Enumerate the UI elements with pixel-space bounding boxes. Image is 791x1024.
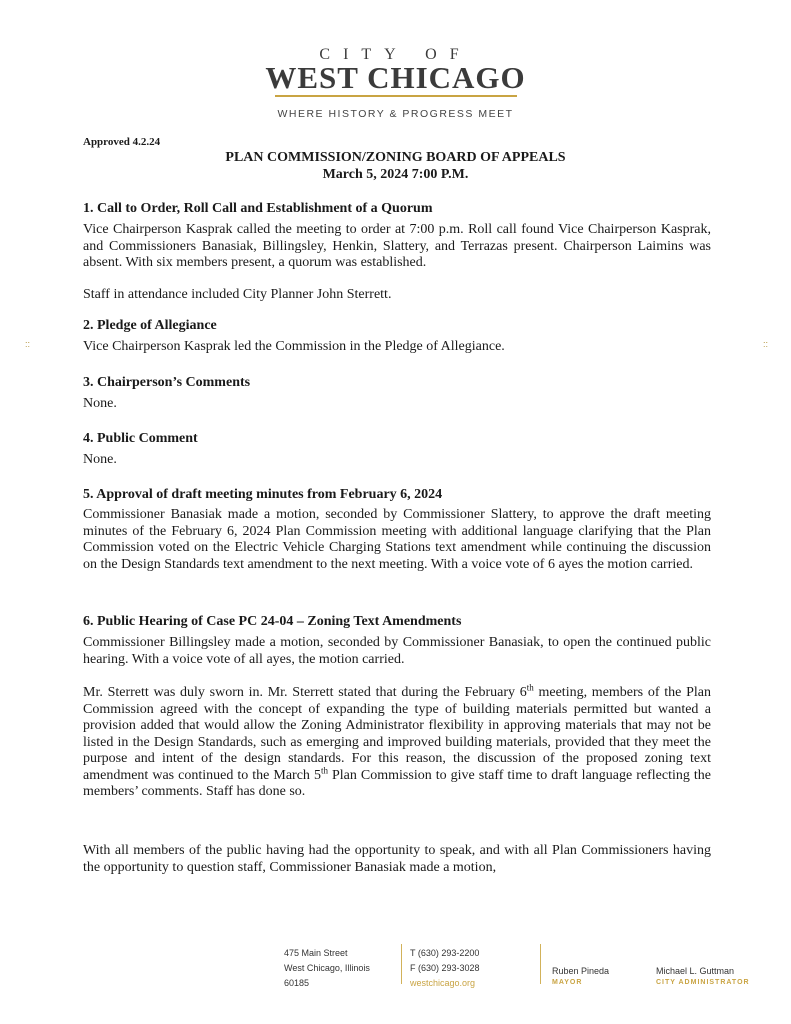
superscript-th-1: th — [526, 682, 534, 693]
section-1-heading: 1. Call to Order, Roll Call and Establishment of a Quorum — [83, 201, 433, 216]
section-6-heading: 6. Public Hearing of Case PC 24-04 – Zoning Text Amendments — [83, 614, 462, 629]
mayor-name: Ruben Pineda — [552, 966, 610, 976]
section-4-paragraph-1: None. — [83, 452, 117, 467]
section-6-paragraph-2-part-c: Plan Commission to give staff time to draft language reflecting the members’ comments. Staff has done so. — [83, 767, 711, 799]
logo-city-of: CITY OF — [319, 46, 472, 63]
footer-administrator — [656, 966, 750, 988]
margin-mark-right: :: — [763, 339, 769, 349]
section-5-heading: 5. Approval of draft meeting minutes from February 6, 2024 — [83, 487, 443, 502]
document-title — [0, 149, 791, 183]
section-2-heading: 2. Pledge of Allegiance — [83, 318, 217, 333]
tagline: WHERE HISTORY & PROGRESS MEET — [277, 108, 514, 120]
section-6-paragraph-2-part-b: meeting, members of the Plan Commission agreed with the concept of expanding the type of building materials permitted but wanted a provision added that would allow the Zoning Administrator flexibility in approving materials that may not be listed in the Design Standards, such as emerging and improved building materials, provided that they meet the purpose and intent of the design standards. For this reason, the discussion of the proposed zoning text amendment was continued to the March 5 — [83, 685, 711, 783]
logo-divider — [275, 95, 517, 97]
approved-stamp: Approved 4.2.24 — [83, 136, 161, 148]
title-line-1: PLAN COMMISSION/ZONING BOARD OF APPEALS — [225, 150, 566, 165]
section-1-paragraph-1: Vice Chairperson Kasprak called the meeting to order at 7:00 p.m. Roll call found Vice Chairperson Kasprak, and Commissioners Banasiak, Billingsley, Henkin, Slattery, and Terrazas present. Chairperson Laimins was absent. With six members present, a quorum was established. — [83, 222, 711, 270]
footer-address-line-3: 60185 — [284, 978, 310, 988]
administrator-name: Michael L. Guttman — [656, 966, 735, 976]
section-1-paragraph-2: Staff in attendance included City Planner John Sterrett. — [83, 287, 392, 302]
section-6-paragraph-2 — [83, 682, 711, 801]
footer-phone: T (630) 293-2200 — [410, 948, 480, 958]
footer-website-link[interactable]: westchicago.org — [410, 978, 476, 988]
section-6-paragraph-1: Commissioner Billingsley made a motion, seconded by Commissioner Banasiak, to open the continued public hearing. With a voice vote of all ayes, the motion carried. — [83, 635, 711, 667]
title-line-2: March 5, 2024 7:00 P.M. — [322, 167, 469, 182]
section-6-paragraph-3: With all members of the public having had the opportunity to speak, and with all Plan Commissioners having the opportunity to question staff, Commissioner Banasiak made a motion, — [83, 843, 711, 875]
footer-mayor — [552, 966, 609, 988]
mayor-role: MAYOR — [552, 979, 583, 986]
footer-address-line-1: 475 Main Street — [284, 948, 348, 958]
superscript-th-2: th — [320, 764, 328, 775]
footer-address-line-2: West Chicago, Illinois — [284, 963, 370, 973]
section-3-paragraph-1: None. — [83, 396, 117, 411]
section-3-heading: 3. Chairperson’s Comments — [83, 375, 251, 390]
footer-fax: F (630) 293-3028 — [410, 963, 480, 973]
margin-mark-left: :: — [25, 339, 31, 349]
section-5-paragraph-1: Commissioner Banasiak made a motion, seconded by Commissioner Slattery, to approve the draft meeting minutes of the February 6, 2024 Plan Commission meeting with additional language clarifying that the Plan Commission voted on the Electric Vehicle Charging Stations text amendment while continuing the discussion on the Design Standards text amendment to the next meeting. With a voice vote of 6 ayes the motion carried. — [83, 507, 711, 572]
footer-address — [284, 946, 370, 991]
section-6-paragraph-2-part-a: Mr. Sterrett was duly sworn in. Mr. Sterrett stated that during the February 6 — [83, 685, 527, 700]
footer-divider-1 — [401, 944, 402, 984]
footer-divider-2 — [540, 944, 541, 984]
logo-city-name: WEST CHICAGO — [265, 60, 526, 95]
section-2-paragraph-1: Vice Chairperson Kasprak led the Commission in the Pledge of Allegiance. — [83, 339, 505, 354]
section-4-heading: 4. Public Comment — [83, 431, 198, 446]
footer-contact — [410, 946, 480, 991]
administrator-role: CITY ADMINISTRATOR — [656, 979, 750, 986]
